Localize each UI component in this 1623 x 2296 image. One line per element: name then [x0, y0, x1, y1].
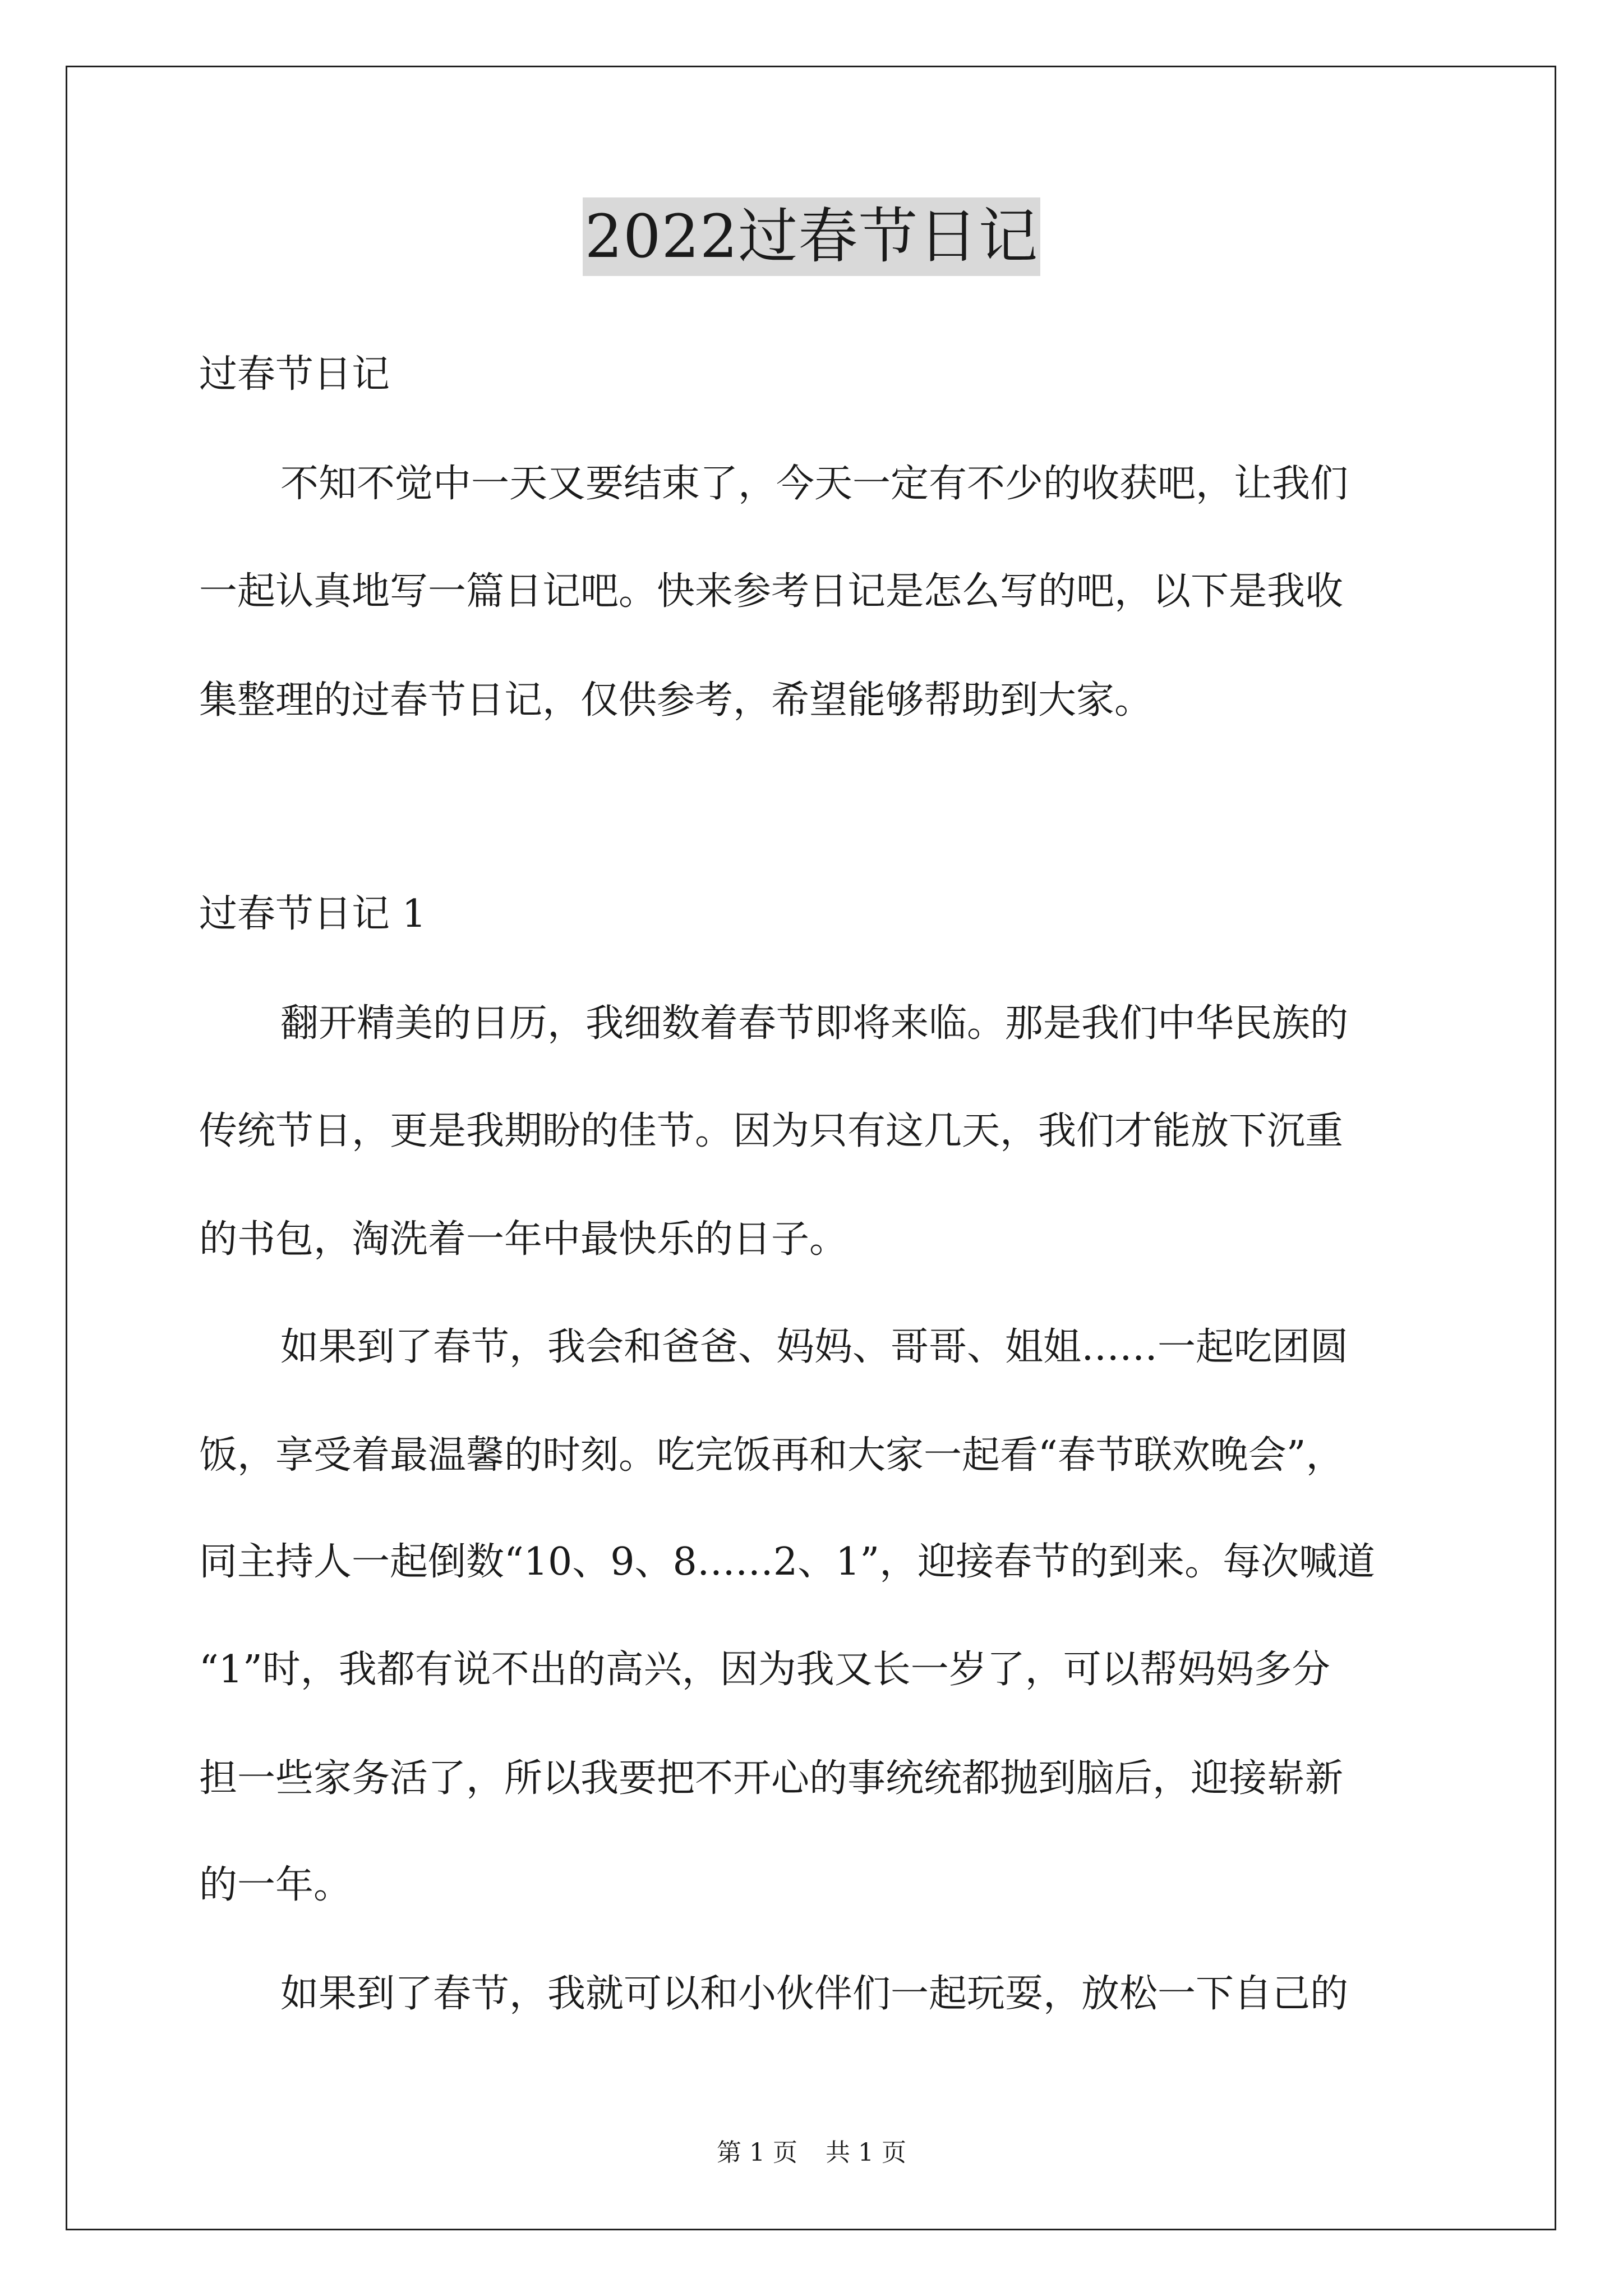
paragraph2-line-5: 担一些家务活了，所以我要把不开心的事统统都抛到脑后，迎接崭新 — [199, 1756, 1344, 1801]
paragraph2-line-3: 同主持人一起倒数“10、9、8……2、1”，迎接春节的到来。每次喊道 — [199, 1540, 1376, 1584]
section-heading: 过春节日记 1 — [199, 892, 426, 936]
subtitle: 过春节日记 — [199, 352, 390, 397]
intro-line-1: 不知不觉中一天又要结束了，今天一定有不少的收获吧，让我们 — [280, 462, 1349, 506]
page-number-current: 第 1 页 — [717, 2138, 797, 2167]
paragraph3-line-1: 如果到了春节，我就可以和小伙伴们一起玩耍，放松一下自己的 — [280, 1972, 1349, 2016]
document-title: 2022过春节日记 — [583, 197, 1041, 276]
intro-line-3: 集整理的过春节日记，仅供参考，希望能够帮助到大家。 — [199, 678, 1153, 723]
paragraph2-line-4: “1”时，我都有说不出的高兴，因为我又长一岁了，可以帮妈妈多分 — [199, 1648, 1330, 1692]
paragraph1-line-2: 传统节日，更是我期盼的佳节。因为只有这几天，我们才能放下沉重 — [199, 1109, 1344, 1153]
intro-line-2: 一起认真地写一篇日记吧。快来参考日记是怎么写的吧，以下是我收 — [199, 569, 1344, 614]
page-footer — [0, 2136, 1623, 2170]
paragraph1-line-1: 翻开精美的日历，我细数着春节即将来临。那是我们中华民族的 — [280, 1001, 1349, 1046]
paragraph2-line-6: 的一年。 — [199, 1863, 352, 1907]
paragraph2-line-2: 饭，享受着最温馨的时刻。吃完饭再和大家一起看“春节联欢晚会”， — [199, 1433, 1344, 1478]
title-container — [0, 197, 1623, 276]
paragraph1-line-3: 的书包，淘洗着一年中最快乐的日子。 — [199, 1217, 848, 1262]
page-number-total: 共 1 页 — [826, 2138, 906, 2167]
paragraph2-line-1: 如果到了春节，我会和爸爸、妈妈、哥哥、姐姐……一起吃团圆 — [280, 1325, 1349, 1369]
